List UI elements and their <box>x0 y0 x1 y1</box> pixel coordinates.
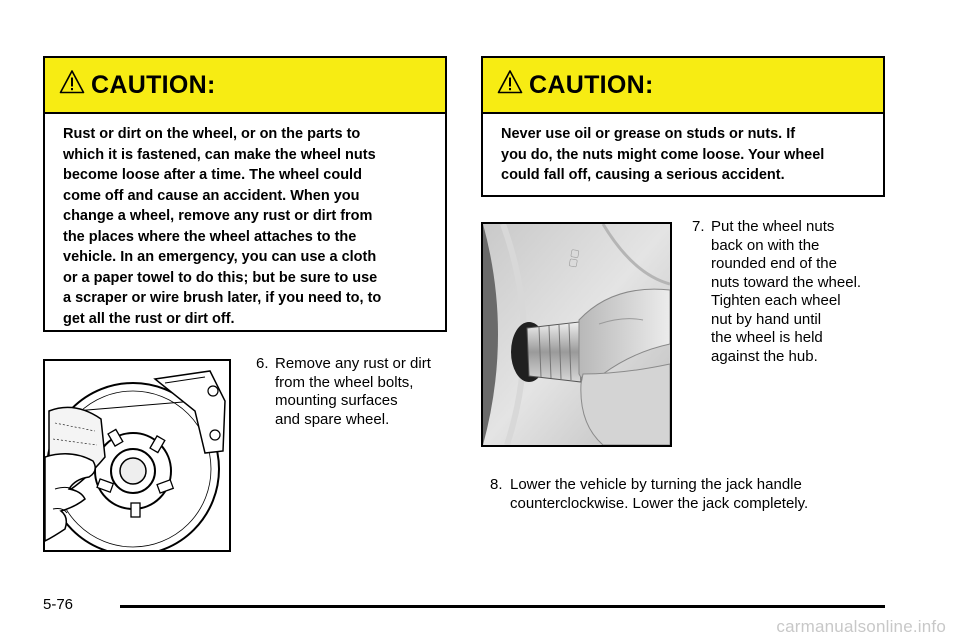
step-text: Put the wheel nuts back on with the rounded end of the nuts toward the wheel. Tighten each wheel nut by hand until the wheel is held against the hub. <box>711 218 862 365</box>
watermark: carmanualsonline.info <box>776 617 946 636</box>
step-text: Remove any rust or dirt from the wheel bolts, mounting surfaces and spare wheel. <box>275 355 431 428</box>
step-7 <box>692 218 892 368</box>
wheel-nut-drawing <box>483 224 670 445</box>
caution-text: Never use oil or grease on studs or nuts. If you do, the nuts might come loose. Your wheel could fall off, causing a serious accident. <box>501 126 825 183</box>
step-number: 7. <box>692 218 705 235</box>
hub-cleaning-illustration <box>43 359 231 552</box>
warning-triangle-icon <box>59 69 85 95</box>
svg-text:▢▢: ▢▢ <box>567 247 582 269</box>
footer-rule <box>120 605 885 608</box>
caution-title: CAUTION: <box>529 70 654 99</box>
caution-text: Rust or dirt on the wheel, or on the parts to which it is fastened, can make the wheel nuts become loose after a time. The wheel could come off and cause an accident. When you change a wheel, remove any rust or dirt from the places where the wheel attaches to the vehicle. In an emergency, you can use a cloth or a paper towel to do this; but be sure to use a scraper or wire brush later, if you need to, to get all the rust or dirt off. <box>63 126 382 327</box>
step-6 <box>256 355 456 435</box>
step-8 <box>490 476 910 516</box>
wheel-nut-photo <box>481 222 672 447</box>
step-number: 6. <box>256 355 269 372</box>
caution-box-grease <box>481 56 885 197</box>
caution-box-rust <box>43 56 447 332</box>
page-number: 5-76 <box>43 596 74 613</box>
caution-header <box>483 58 883 114</box>
step-number: 8. <box>490 476 503 493</box>
warning-triangle-icon <box>497 69 523 95</box>
caution-header <box>45 58 445 114</box>
caution-title: CAUTION: <box>91 70 216 99</box>
hub-drawing <box>45 361 229 550</box>
step-text: Lower the vehicle by turning the jack handle counterclockwise. Lower the jack completely. <box>510 476 809 512</box>
